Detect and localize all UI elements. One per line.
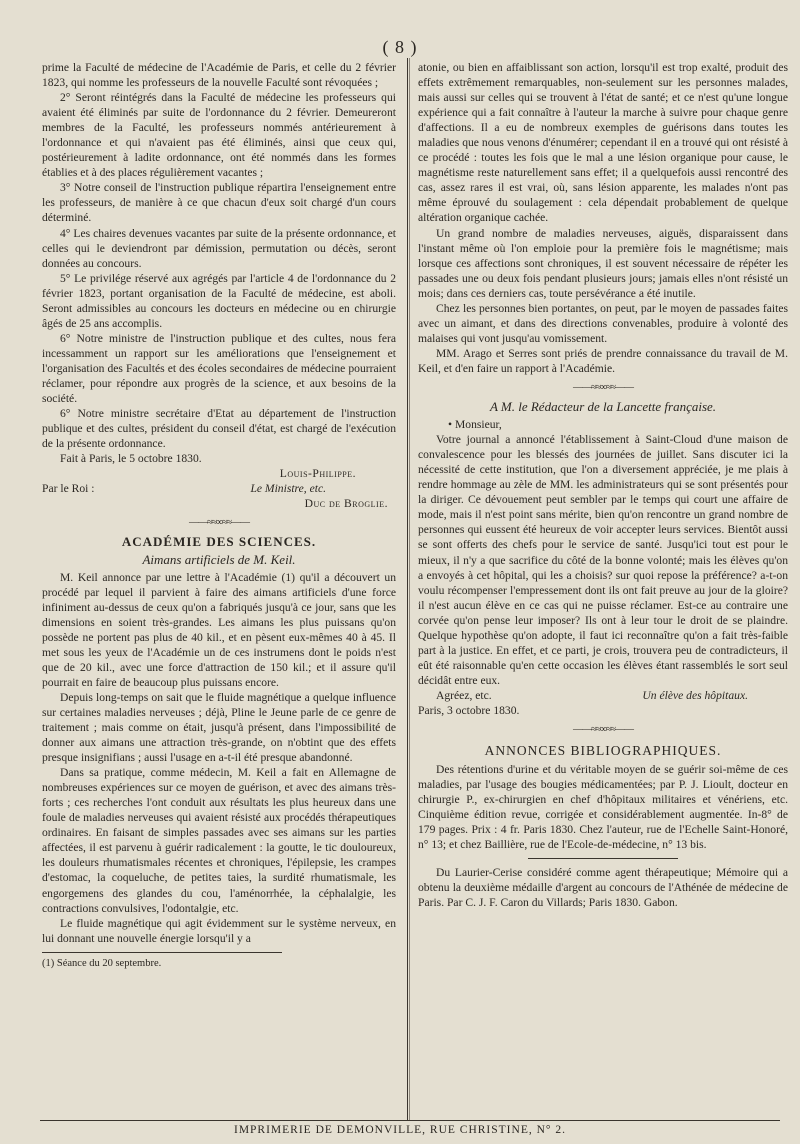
keil-paragraph-4: Le fluide magnétique qui agit évidemment sur le système nerveux, en lui donnant une nouvelle énergie lorsqu'il y a xyxy=(42,916,396,945)
par-le-roi: Par le Roi : xyxy=(42,482,95,496)
bottom-rule xyxy=(40,1120,780,1121)
section-ornament: ——≈≈∞≈≈—— xyxy=(572,724,634,736)
page-number: ( 8 ) xyxy=(382,37,418,57)
keil-paragraph-6: Chez les personnes bien portantes, on peut, par le moyen de passades faites avec un aimant, et dans des directions convenables, produire à volonté des malaises qui vont jusqu'au vomissement. xyxy=(418,301,788,345)
signature-minister-line xyxy=(42,481,396,496)
letter-heading: A M. le Rédacteur de la Lancette française. xyxy=(489,399,717,415)
signature-duc-line xyxy=(42,496,396,511)
imprint: IMPRIMERIE DE DEMONVILLE, RUE CHRISTINE, N° 2. xyxy=(233,1124,566,1136)
right-column xyxy=(418,60,788,911)
section-subheading: Aimans artificiels de M. Keil. xyxy=(142,551,296,567)
ordinance-article-5: 5° Le privilége réservé aux agrégés par l'article 4 de l'ordonnance du 2 février 1823, portant organisation de la Faculté de médecine, est aboli. Seront admissibles au concours les docteurs en médecine ou en chirurgie âgés de 25 ans accomplis. xyxy=(42,271,396,330)
signature-minister: Le Ministre, etc. xyxy=(250,482,326,496)
keil-continuation: atonie, ou bien en affaiblissant son action, lorsqu'il est trop exalté, produit des effets extrêmement remarquables, non-seulement sur les personnes malades, mais aussi sur celles qui se trouvent à l'état de santé; et ce n'est qu'une longue expérience qui a fait connaître à l'auteur la marche à suivre pour chaque genre d'affections. Il a eu de nombreux exemples de guérisons dans toutes les maladies que nous venons d'énumérer; cependant il en a trouvé qui ont résisté à ce procédé : toutes les fois que le mal a une lésion organique pour cause, le magnétisme reste naturellement sans effet; il a quelquefois aussi rencontré des cas, assez rares il est vrai, où, sans lésion apparente, les malades n'ont pas même éprouvé du soulagement : cela dépendait probablement de quelque altération organique cachée. xyxy=(418,61,788,225)
ordinance-article-6: 6° Notre ministre de l'instruction publique et des cultes, nous fera incessamment un rapport sur les améliorations que l'enseignement et l'organisation des Facultés et des écoles secondaires de médecine pourraient réclamer, pour répondre aux progrès de la science, et aux besoins de la société. xyxy=(42,331,396,406)
signature-duc: Duc de Broglie. xyxy=(304,497,388,511)
section-heading: ACADÉMIE DES SCIENCES. xyxy=(121,534,317,550)
keil-paragraph-5: Un grand nombre de maladies nerveuses, aiguës, disparaissent dans l'instant même où l'on emploie pour la première fois le magnétisme; mais lorsque ces affections sont chroniques, il est souvent nécessaire de répéter les passades une ou deux fois pendant plusieurs jours; jamais elles n'ont résisté un mois; dans ces derniers cas, toute persévérance a été inutile. xyxy=(418,226,788,300)
left-column xyxy=(42,60,396,971)
ordinance-article-1-end: prime la Faculté de médecine de l'Académie de Paris, et celle du 2 février 1823, qui nomme les professeurs de la nouvelle Faculté sont révoquées ; xyxy=(42,61,396,90)
letter-closing: Agréez, etc. xyxy=(436,688,492,702)
section-ornament: ——≈≈∞≈≈—— xyxy=(188,517,250,529)
ordinance-article-2: 2° Seront réintégrés dans la Faculté de médecine les professeurs qui avaient été éliminés par suite de l'ordonnance du 2 février. Demeureront membres de la Faculté, les professeurs nommés antérieurement à l'ordonnance et qui n'avaient pas été éliminés, ainsi que ceux qui, postérieurement à ladite ordonnance, ont été nommés dans les formes établies et à des places régulièrement vacantes ; xyxy=(42,91,396,180)
ordinance-article-4: 4° Les chaires devenues vacantes par suite de la présente ordonnance, et celles qui le deviendront par démission, permutation ou décès, seront données au concours. xyxy=(42,226,396,270)
column-divider xyxy=(407,58,408,1120)
keil-paragraph-3: Dans sa pratique, comme médecin, M. Keil a fait en Allemagne de nombreuses expériences sur ce moyen de guérison, et avec des aimans très-forts ; ces recherches l'ont conduit aux résultats les plus heureux dans une foule de maladies nerveuses qui avaient résisté aux procédés thérapeutiques ordinaires. En faisant de simples passades avec ses aimans sur les parties affectées, il est parvenu à guérir radicalement : la goutte, le tic douloureux, les douleurs rhumatismales récentes et chroniques, l'épilepsie, les crampes d'estomac, la coqueluche, de petites taies, la surdité rhumatismale, les engorgemens des glandes du cou, l'aménorrhée, la céphalalgie, les contractions convulsives, l'odontalgie, etc. xyxy=(42,766,396,915)
signature-king-line xyxy=(42,466,396,481)
letter-signature: Un élève des hôpitaux. xyxy=(642,688,748,702)
footnote: (1) Séance du 20 septembre. xyxy=(42,957,162,969)
letter-date: Paris, 3 octobre 1830. xyxy=(418,703,520,717)
keil-paragraph-2: Depuis long-temps on sait que le fluide magnétique a quelque influence sur certaines maladies nerveuses ; déjà, Pline le Jeune parle de ce genre de traitement ; mais comme on était, jusqu'à présent, dans l'impossibilité de donner aux aimans une attraction très-grande, on n'obtint que des effets presque insignifians ; aussi l'usage en a-t-il été presque abandonné. xyxy=(42,690,396,765)
letter-signature-line xyxy=(418,688,788,703)
annonce-separator xyxy=(528,858,678,859)
footnote-rule xyxy=(42,952,282,953)
section-ornament: ——≈≈∞≈≈—— xyxy=(572,381,634,393)
letter-salutation: • Monsieur, xyxy=(448,418,502,432)
ordinance-date: Fait à Paris, le 5 octobre 1830. xyxy=(60,452,202,466)
annonce-1: Des rétentions d'urine et du véritable moyen de se guérir soi-même de ces maladies, par l'usage des bougies médicamentées; par P. J. Lioult, docteur en chirurgie P., ex-chirurgien en chef d'hôpitaux militaires et vénériens, etc. Cinquième édition revue, corrigée et considérablement augmentée. In-8° de 179 pages. Prix : 4 fr. Paris 1830. Chez l'auteur, rue de l'Echelle Saint-Honoré, n° 13; et chez Baillière, rue de l'Ecole-de-médecine, n° 13 bis. xyxy=(418,763,788,852)
annonce-2: Du Laurier-Cerise considéré comme agent thérapeutique; Mémoire qui a obtenu la deuxième médaille d'argent au concours de l'Athénée de médecine de Paris. Par C. J. F. Caron du Villards; Paris 1830. Gabon. xyxy=(418,866,788,910)
ordinance-article-3: 3° Notre conseil de l'instruction publique répartira l'enseignement entre les professeurs, de manière à ce que chacun d'eux soit chargé d'un cours déterminé. xyxy=(42,181,396,225)
annonces-heading: ANNONCES BIBLIOGRAPHIQUES. xyxy=(484,743,722,759)
keil-paragraph-7: MM. Arago et Serres sont priés de prendre connaissance du travail de M. Keil, et d'en faire un rapport à l'Académie. xyxy=(418,346,788,375)
ordinance-article-7: 6° Notre ministre secrétaire d'Etat au département de l'instruction publique et des cultes, président du conseil d'état, est chargé de l'exécution de la présente ordonnance. xyxy=(42,407,396,451)
letter-body: Votre journal a annoncé l'établissement à Saint-Cloud d'une maison de convalescence pour les blessés des journées de juillet. Sans discuter ici la nécessité de cette institution, que l'on a diversement appréciée, je me plais à rendre hommage au zèle de MM. les administrateurs qui se sont présentés pour la diriger. Ce dévouement peut sembler par le temps qui court une affaire de mode, mais il n'est point sans mérite, bien qu'on rencontre un grand nombre de personnes qui eussent été heureux de voir accepter leurs services. Bientôt aussi se sont offerts des chefs pour le service de santé. Jusqu'ici tout est pour le mieux, il n'y a que sacrifice du côté de la bonne volonté; mais les élèves qu'on a envoyés à cet hôpital, qui les a choisis? sur quoi repose la préférence? a-t-on voulu récompenser l'empressement dont ils ont fait preuve au jour de la gloire? il n'est aucun élève en ce cas qui ne puisse réclamer. Est-ce au contraire une corvée qu'on pense leur imposer? Ils ont à leur tour le droit de se plaindre. Quelque hypothèse qu'on adopte, il faut ici reconnaître qu'on a fait très-faible part à la justice. En effet, et ce parti, je crois, trouvera peu de contradicteurs, il eût été raisonnable qu'en cette occasion les élèves étant rassemblés le sort seul décidât entre eux. xyxy=(418,433,788,687)
keil-paragraph-1: M. Keil annonce par une lettre à l'Académie (1) qu'il a découvert un procédé par lequel il parvient à faire des aimans artificiels d'une force infiniment au-dessus de ceux qu'on a fabriqués jusqu'à ce jour, sans que les dimensions en soient très-grandes. Les aimans les plus puissans qu'on possède ne portent pas plus de 40 kil., et en pèsent eux-mêmes 40 à 45. Il met sous les yeux de l'Académie un de ces instrumens dont le poids n'est que de 20 kil., avec une force d'attraction de 150 kil.; et il assure qu'il pourrait en faire de beaucoup plus puissans encore. xyxy=(42,570,396,689)
signature-king: Louis-Philippe. xyxy=(279,467,356,481)
